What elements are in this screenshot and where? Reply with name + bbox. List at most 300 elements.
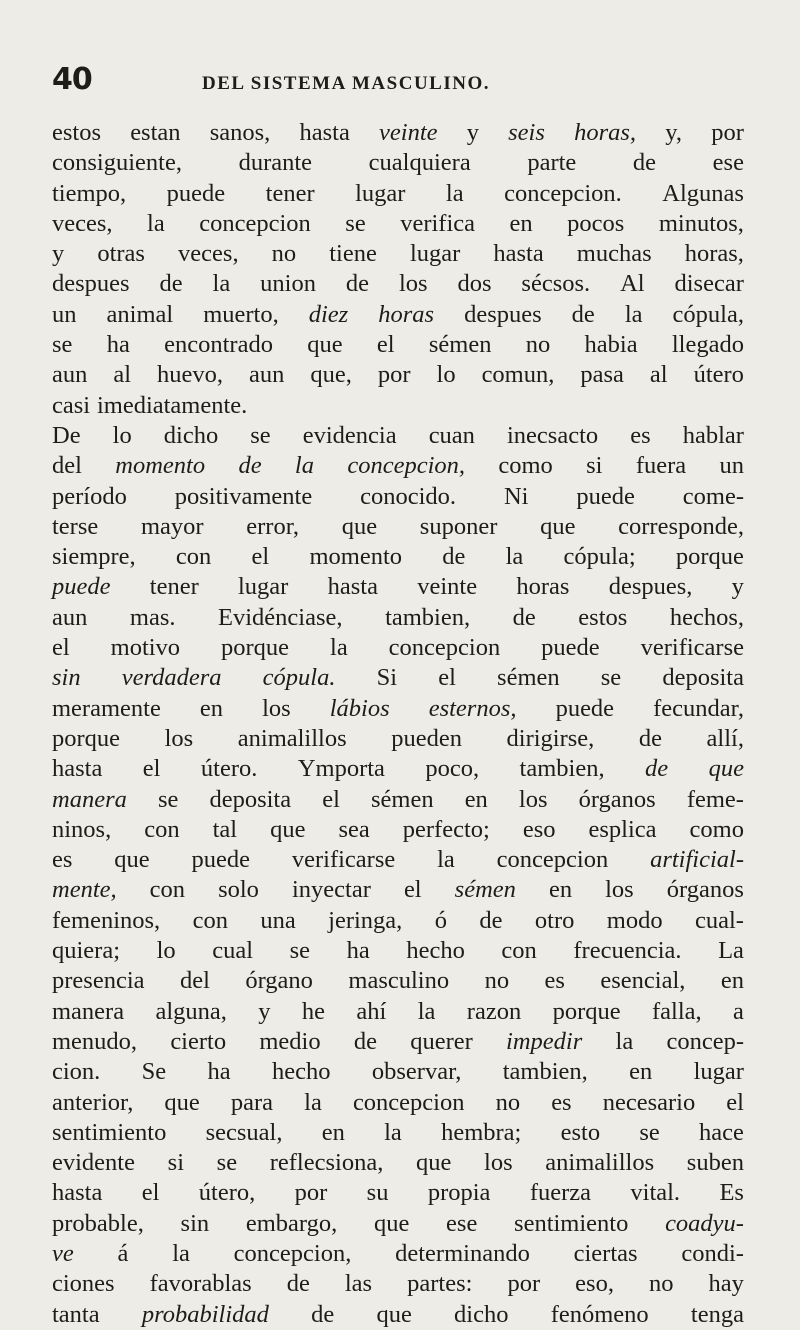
word: los (398, 270, 428, 298)
word: tiene (329, 240, 377, 268)
word: que, (310, 361, 352, 389)
word: la (330, 634, 348, 662)
word: deposita (209, 785, 292, 813)
word: hasta (52, 755, 103, 783)
word: al (649, 361, 668, 389)
word: dicho (163, 421, 219, 449)
word: frecuencia. (573, 937, 682, 965)
word: útero (693, 361, 744, 389)
word: los (164, 724, 194, 752)
word: tener (265, 179, 315, 207)
word: el (376, 331, 395, 359)
word: ha (106, 331, 130, 359)
word: eso, (575, 1270, 614, 1298)
text-line (52, 360, 744, 390)
word: cualquiera (368, 149, 471, 177)
word: De (52, 421, 81, 449)
italic-word: ve (52, 1239, 74, 1267)
italic-word: probabilidad (141, 1300, 269, 1328)
word: que (415, 1149, 452, 1177)
text-line (52, 300, 744, 330)
italic-word: horas, (574, 119, 637, 146)
word: poco, (425, 755, 480, 783)
word: por (507, 1270, 541, 1298)
word: la (417, 997, 436, 1025)
word: eso (522, 815, 556, 843)
word: el (141, 1179, 160, 1207)
word: Algunas (662, 179, 744, 207)
word: los (518, 785, 548, 813)
word: disecar (674, 270, 744, 298)
word: otras (97, 240, 145, 268)
word: órganos (578, 785, 656, 813)
word: de (442, 543, 466, 571)
word: despues (464, 300, 542, 328)
word: sémen (371, 785, 434, 813)
word: por (711, 119, 744, 146)
word: aun (52, 361, 88, 389)
word: en (199, 694, 224, 722)
word: condi- (681, 1239, 744, 1267)
word: presencia (52, 967, 145, 995)
word: lugar (355, 179, 406, 207)
word: hay (708, 1270, 744, 1298)
word: verificarse (640, 634, 744, 662)
word: durante (238, 149, 313, 177)
word: despues (52, 270, 130, 298)
word: determinando (395, 1239, 530, 1267)
word: puede (555, 694, 615, 722)
word: del (179, 967, 210, 995)
word: en (321, 1118, 345, 1146)
word: hablar (682, 421, 744, 449)
word: mayor (140, 512, 204, 540)
word: esencial, (600, 967, 686, 995)
word: hechos, (669, 603, 744, 631)
word: despues, (608, 573, 693, 601)
italic-word: seis (508, 119, 545, 146)
word: muchas (576, 240, 652, 268)
word: Si (376, 664, 398, 692)
word: secsual, (205, 1118, 283, 1146)
word: habia (584, 331, 638, 359)
word: se (216, 1149, 238, 1177)
word: la (624, 300, 643, 328)
word: horas (516, 573, 570, 601)
word: cópula; (563, 543, 636, 571)
text-line (52, 451, 744, 481)
word: pasa (580, 361, 624, 389)
text-line (52, 966, 744, 996)
word: medio (259, 1027, 321, 1055)
word: sémen (428, 331, 492, 359)
word: quiera; (52, 937, 121, 965)
text-line (52, 663, 744, 693)
word: reflecsiona, (269, 1149, 384, 1177)
word: la (615, 1027, 634, 1055)
word: su (366, 1179, 389, 1207)
word: hecho (272, 1058, 331, 1086)
italic-word: concepcion, (347, 452, 466, 480)
word: de (353, 1027, 377, 1055)
word: hasta (299, 119, 350, 146)
word: favorablas (149, 1270, 252, 1298)
word: sentimiento (514, 1209, 629, 1237)
italic-word: lábios (329, 694, 390, 722)
word: como (689, 815, 744, 843)
word: para (230, 1088, 274, 1116)
word: hasta (327, 573, 378, 601)
word: otro (534, 906, 575, 934)
word: con (149, 876, 186, 904)
text-line (52, 118, 744, 148)
word: dirigirse, (506, 724, 595, 752)
word: lo (112, 421, 132, 449)
italic-word: cópula. (262, 664, 336, 692)
word: la (445, 179, 464, 207)
word: cópula, (672, 300, 744, 328)
word: no (495, 1088, 521, 1116)
word: período (52, 482, 127, 510)
word: tiempo, (52, 179, 127, 207)
text-line (52, 724, 744, 754)
text-line (52, 694, 744, 724)
word: he (301, 997, 326, 1025)
word: la (147, 209, 165, 237)
word: hasta (493, 240, 544, 268)
word: la (505, 543, 524, 571)
word: hecho (406, 937, 465, 965)
word: los (262, 694, 291, 722)
word: y (731, 573, 744, 601)
word: error, (246, 512, 299, 540)
word: ha (207, 1058, 231, 1086)
word: de (286, 1270, 310, 1298)
italic-word: artificial- (650, 846, 744, 874)
word: siempre, (52, 543, 136, 571)
word: la (437, 846, 455, 874)
text-line (52, 542, 744, 572)
italic-word: de (238, 452, 262, 480)
word: come- (682, 482, 744, 510)
text-line (52, 875, 744, 905)
word: meramente (52, 694, 161, 722)
italic-word: de (645, 755, 669, 783)
word: órgano (245, 967, 313, 995)
page-header (52, 62, 744, 108)
word: manera (52, 997, 125, 1025)
word: es (630, 421, 651, 449)
word: positivamente (174, 482, 313, 510)
word: se (289, 937, 311, 965)
word: evidente (52, 1149, 135, 1177)
word: momento (309, 543, 402, 571)
word: hembra; (441, 1118, 522, 1146)
word: terse (52, 512, 99, 540)
word: tenga (690, 1300, 744, 1328)
word: sécsos. (521, 270, 591, 298)
word: animalillos (545, 1149, 655, 1177)
text-line (52, 936, 744, 966)
word: ha (346, 937, 370, 965)
text-line (52, 1118, 744, 1148)
word: concepcion (352, 1088, 465, 1116)
word: estos (578, 603, 628, 631)
word: tambien, (519, 755, 605, 783)
word: de (632, 149, 657, 177)
word: solo (218, 876, 259, 904)
text-line (52, 209, 744, 239)
word: y (258, 997, 271, 1025)
word: fenómeno (550, 1300, 649, 1328)
word: imediatamente. (96, 391, 248, 419)
word: ninos, (52, 815, 112, 843)
word: consiguiente, (52, 149, 182, 177)
text-line (52, 421, 744, 451)
italic-word: la (294, 452, 314, 480)
text-line (52, 1088, 744, 1118)
text-line (52, 1269, 744, 1299)
word: casi (52, 391, 91, 419)
word: fuerza (529, 1179, 592, 1207)
word: embargo, (245, 1209, 338, 1237)
word: falla, (652, 997, 702, 1025)
word: el (52, 634, 70, 662)
word: perfecto; (402, 815, 490, 843)
word: veinte (417, 573, 478, 601)
body-text (52, 118, 744, 1330)
text-line (52, 815, 744, 845)
italic-word: impedir (506, 1027, 583, 1055)
word: veces, (178, 240, 239, 268)
word: no (525, 331, 551, 359)
word: Se (141, 1058, 167, 1086)
word: un (52, 300, 77, 328)
text-line (52, 239, 744, 269)
word: encontrado (164, 331, 273, 359)
word: porque (675, 543, 744, 571)
word: tambien, (502, 1058, 588, 1086)
word: animalillos (237, 724, 347, 752)
text-line (52, 1148, 744, 1178)
word: alguna, (155, 997, 227, 1025)
word: dos (457, 270, 492, 298)
italic-word: verdadera (121, 664, 222, 692)
word: en (629, 1058, 653, 1086)
word: llegado (671, 331, 744, 359)
word: razon (466, 997, 522, 1025)
word: veces, (52, 209, 113, 237)
word: con (501, 937, 537, 965)
word: corresponde, (618, 512, 744, 540)
word: puede (191, 846, 251, 874)
word: animal (106, 300, 174, 328)
word: huevo, (157, 361, 224, 389)
word: ciertas (573, 1239, 638, 1267)
italic-word: sin (52, 664, 81, 692)
word: que (164, 1088, 200, 1116)
word: evidencia (302, 421, 397, 449)
word: Al (620, 270, 645, 298)
word: el (142, 755, 161, 783)
word: en (720, 967, 744, 995)
word: el (322, 785, 340, 813)
word: inyectar (291, 876, 371, 904)
italic-word: coadyu- (665, 1209, 744, 1237)
text-line (52, 785, 744, 815)
text-line (52, 633, 744, 663)
word: lugar (238, 573, 289, 601)
word: parte (527, 149, 577, 177)
word: Ni (503, 482, 529, 510)
word: y (466, 119, 479, 146)
word: menudo, (52, 1027, 138, 1055)
word: la (172, 1239, 190, 1267)
word: lo (436, 361, 456, 389)
word: sanos, (209, 119, 271, 146)
text-line (52, 906, 744, 936)
text-line (52, 603, 744, 633)
word: tambien, (385, 603, 471, 631)
word: concepcion (388, 634, 501, 662)
page-number: 40 (52, 62, 92, 97)
italic-word: diez (308, 300, 349, 328)
word: de (311, 1300, 335, 1328)
italic-word: momento (115, 452, 206, 480)
word: Es (719, 1179, 744, 1207)
word: no (271, 240, 297, 268)
word: si (586, 452, 603, 480)
word: el (438, 664, 456, 692)
word: esto (560, 1118, 601, 1146)
word: con (175, 543, 212, 571)
word: union (260, 270, 316, 298)
text-line (52, 148, 744, 178)
word: ese (712, 149, 744, 177)
text-line (52, 1178, 744, 1208)
word: con (144, 815, 180, 843)
word: minutos, (658, 209, 744, 237)
word: querer (410, 1027, 473, 1055)
word: se (52, 331, 73, 359)
word: la (212, 270, 231, 298)
word: concepcion, (233, 1239, 352, 1267)
word: es (544, 967, 565, 995)
word: observar, (371, 1058, 462, 1086)
word: en (548, 876, 573, 904)
word: puede (166, 179, 226, 207)
word: con (192, 906, 228, 934)
word: el (403, 876, 422, 904)
word: sémen (497, 664, 560, 692)
word: es (52, 846, 73, 874)
word: un (719, 452, 744, 480)
running-head: DEL SISTEMA MASCULINO. (202, 73, 490, 94)
word: se (345, 209, 366, 237)
word: el (726, 1088, 744, 1116)
word: verifica (400, 209, 476, 237)
word: cual- (695, 906, 744, 934)
word: tal (212, 815, 238, 843)
word: cuan (428, 421, 475, 449)
text-line (52, 269, 744, 299)
word: comun, (481, 361, 555, 389)
word: el (251, 543, 270, 571)
word: vital. (630, 1179, 681, 1207)
word: puede (576, 482, 635, 510)
word: fuera (635, 452, 687, 480)
word: ciones (52, 1270, 115, 1298)
word: en (464, 785, 488, 813)
text-line (52, 754, 744, 784)
word: que (373, 1209, 410, 1237)
word: ahí (356, 997, 387, 1025)
text-line (52, 1209, 744, 1239)
word: porque (221, 634, 290, 662)
text-line (52, 845, 744, 875)
word: feme- (686, 785, 744, 813)
word: ese (446, 1209, 478, 1237)
word: necesario (602, 1088, 696, 1116)
word: no (484, 967, 510, 995)
italic-word: horas (378, 300, 435, 328)
word: mas. (129, 603, 176, 631)
word: cierto (170, 1027, 227, 1055)
word: de (571, 300, 595, 328)
word: de (159, 270, 183, 298)
word: que (270, 815, 306, 843)
text-line (52, 1027, 744, 1057)
word: que (341, 512, 378, 540)
word: horas, (684, 240, 744, 268)
word: es (551, 1088, 572, 1116)
word: de (345, 270, 370, 298)
word: tanta (52, 1300, 100, 1328)
word: como (498, 452, 553, 480)
word: dicho (454, 1300, 509, 1328)
word: propia (427, 1179, 491, 1207)
word: inecsacto (507, 421, 599, 449)
italic-word: manera (52, 785, 127, 813)
italic-word: veinte (379, 119, 438, 146)
word: que (114, 846, 150, 874)
word: lugar (693, 1058, 744, 1086)
word: jeringa, (328, 906, 403, 934)
word: pocos (567, 209, 625, 237)
word: femeninos, (52, 906, 161, 934)
word: se (250, 421, 271, 449)
text-line (52, 1239, 744, 1269)
word: concepcion. (504, 179, 622, 207)
word: La (718, 937, 744, 965)
word: lo (156, 937, 176, 965)
word: concepcion (496, 846, 609, 874)
word: y, (665, 119, 683, 146)
word: que (307, 331, 343, 359)
italic-word: mente, (52, 876, 117, 904)
word: sin (180, 1209, 210, 1237)
word: estan (130, 119, 181, 146)
word: sentimiento (52, 1118, 167, 1146)
word: los (484, 1149, 513, 1177)
word: suben (686, 1149, 744, 1177)
word: conocido. (360, 482, 457, 510)
word: al (113, 361, 132, 389)
word: que (540, 512, 576, 540)
word: del (52, 452, 82, 480)
word: Evidénciase, (218, 603, 343, 631)
word: a (733, 997, 744, 1025)
